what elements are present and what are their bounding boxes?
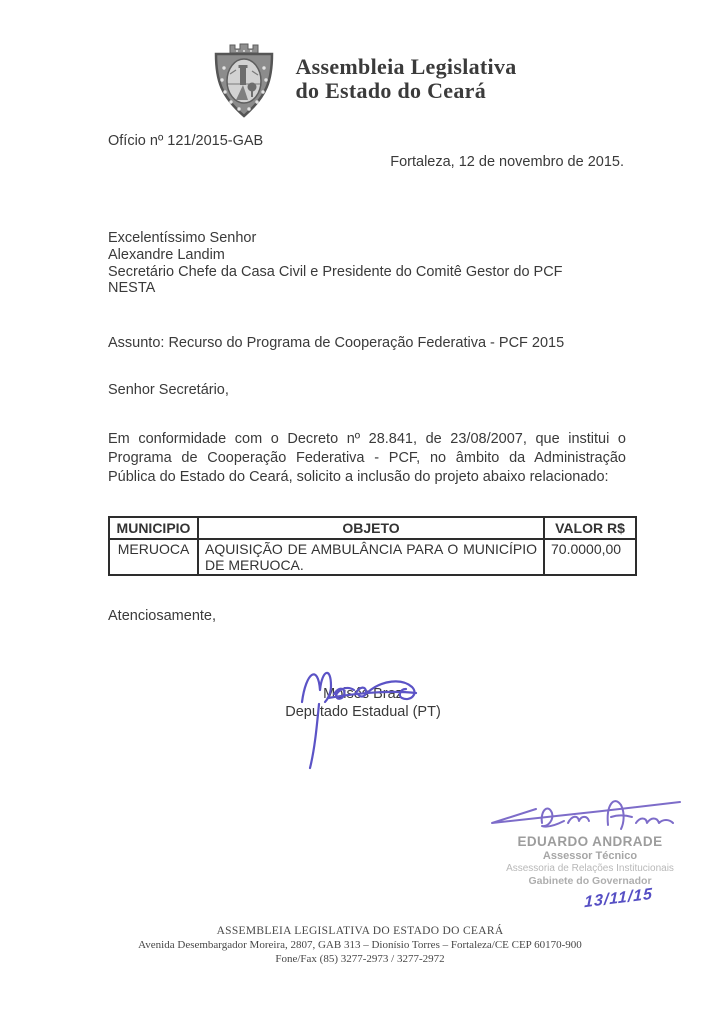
- signer-name: Moisés Braz: [323, 686, 403, 702]
- col-header-valor: VALOR R$: [544, 517, 636, 539]
- org-name-line2: do Estado do Ceará: [295, 78, 487, 103]
- handwritten-signature-moises-braz: [288, 658, 452, 776]
- col-header-municipio: MUNICIPIO: [109, 517, 198, 539]
- footer-address: Avenida Desembargador Moreira, 2807, GAB 313 – Dionísio Torres – Fortaleza/CE CEP 60170-900: [138, 939, 582, 951]
- salutation: Senhor Secretário,: [108, 382, 229, 398]
- cell-valor: 70.0000,00: [544, 539, 636, 575]
- body-paragraph: Em conformidade com o Decreto nº 28.841, de 23/08/2007, que institui o Programa de Cooperação Federativa - PCF, no âmbito da Administração Pública do Estado do Ceará, solicito a inclusão do projeto abaixo relacionado:: [108, 431, 626, 485]
- stamp-role: Assessor Técnico: [542, 850, 638, 862]
- addressee-title: Secretário Chefe da Casa Civil e Presidente do Comitê Gestor do PCF: [108, 263, 563, 280]
- table-header-row: [109, 517, 636, 539]
- footer-org: ASSEMBLEIA LEGISLATIVA DO ESTADO DO CEARÁ: [216, 925, 504, 937]
- stamp-block: [468, 792, 712, 912]
- stamp-dept: Assessoria de Relações Institucionais: [506, 863, 674, 874]
- handwritten-date: 13/11/15: [584, 885, 653, 912]
- stamp-date-wrap: [468, 885, 712, 912]
- org-name: [295, 55, 516, 103]
- addressee-name: Alexandre Landim: [108, 246, 225, 263]
- subject-line: Assunto: Recurso do Programa de Cooperação Federativa - PCF 2015: [108, 335, 565, 351]
- project-table: [108, 516, 637, 576]
- dateline: Fortaleza, 12 de novembro de 2015.: [390, 154, 624, 170]
- closing-line: Atenciosamente,: [108, 608, 217, 624]
- signer-title: Deputado Estadual (PT): [285, 703, 441, 720]
- letterhead: [0, 40, 720, 118]
- ceara-coat-of-arms-icon: [203, 40, 285, 118]
- addressee-salutation: Excelentíssimo Senhor: [108, 230, 257, 246]
- table-row: [109, 539, 636, 575]
- addressee-place: NESTA: [108, 280, 156, 297]
- cell-objeto: AQUISIÇÃO DE AMBULÂNCIA PARA O MUNICÍPIO DE MERUOCA.: [198, 539, 544, 575]
- org-name-line1: Assembleia Legislativa: [295, 54, 517, 79]
- col-header-objeto: OBJETO: [198, 517, 544, 539]
- stamp-name: EDUARDO ANDRADE: [517, 834, 663, 849]
- stamp-office: Gabinete do Governador: [528, 875, 652, 887]
- oficio-reference: Ofício nº 121/2015-GAB: [108, 133, 264, 149]
- cell-municipio: MERUOCA: [109, 539, 198, 575]
- addressee-block: [108, 230, 563, 297]
- handwritten-signature-eduardo-andrade: [482, 792, 688, 838]
- footer-phone: Fone/Fax (85) 3277-2973 / 3277-2972: [275, 953, 445, 965]
- page-footer: [0, 924, 720, 966]
